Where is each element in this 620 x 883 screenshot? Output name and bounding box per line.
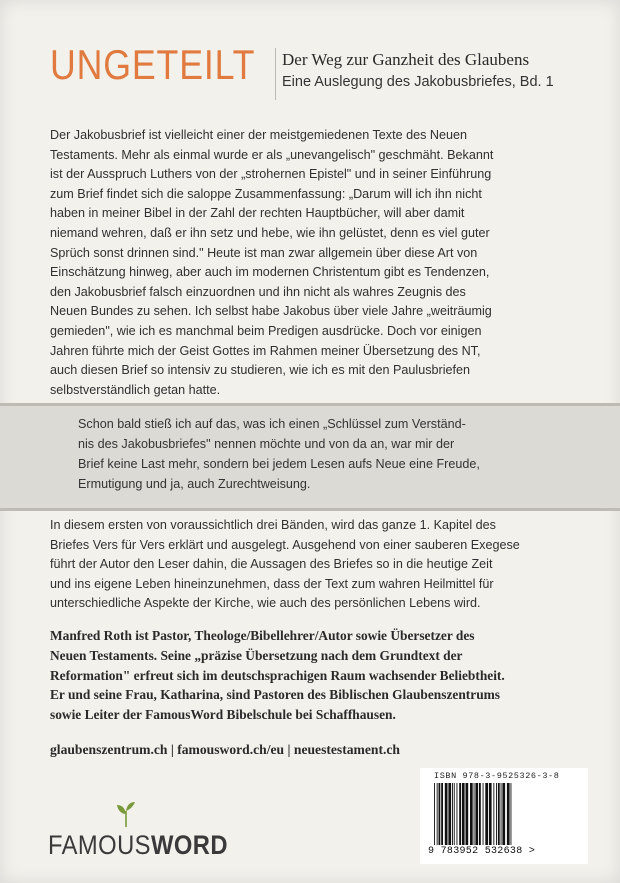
barcode-bar: [462, 783, 465, 845]
barcode-bar: [454, 783, 455, 845]
intro-line: Jahren führte mich der Geist Gottes im Rahmen meiner Übersetzung des NT,: [50, 343, 481, 358]
publisher-logo: [48, 800, 248, 870]
intro-line: zum Brief findet sich die saloppe Zusammenfassung: „Darum will ich ihn nicht: [50, 186, 482, 201]
intro-paragraph: [50, 126, 572, 400]
intro-line: Einschätzung hinweg, aber auch im modernen Christentum gibt es Tendenzen,: [50, 265, 490, 280]
summary-line: unterschiedliche Aspekte der Kirche, wie auch des persönlichen Lebens wird.: [50, 596, 481, 611]
barcode-bar: [498, 783, 500, 845]
barcode-bar: [459, 783, 461, 845]
intro-line: selbstverständlich getan hatte.: [50, 382, 221, 397]
barcode-digits: 9 783952 532638 >: [428, 846, 536, 857]
sprout-icon: [112, 800, 140, 828]
barcode-bar: [466, 783, 469, 845]
author-line: sowie Leiter der FamousWord Bibelschule bei Schaffhausen.: [50, 707, 396, 723]
intro-line: Der Jakobusbrief ist vielleicht einer der meistgemiedenen Texte des Neuen: [50, 128, 467, 142]
summary-line: führt der Autor den Leser dahin, die Aussagen des Briefes so in die heutige Zeit: [50, 557, 493, 572]
quote-line: Ermutigung und ja, auch Zurechtweisung.: [78, 477, 311, 491]
intro-line: haben in meiner Bibel in der Zahl der rechten Hauptbücher, will aber damit: [50, 206, 465, 221]
barcode-bar: [470, 783, 473, 845]
quote-line: Schon bald stieß ich auf das, was ich einen „Schlüssel zum Verständ-: [78, 417, 466, 431]
intro-line: den Jakobusbrief falsch einzuordnen und ihn nicht als wahres Zeugnis des: [50, 284, 466, 299]
barcode-bar: [437, 783, 438, 845]
intro-line: Testaments. Mehr als einmal wurde er als „unevangelisch" geschmäht. Bekannt: [50, 147, 494, 162]
summary-line: und ins eigene Leben hineinzunehmen, dass der Text zum wahren Heilmittel für: [50, 576, 494, 591]
barcode-bar: [441, 783, 443, 845]
wordmark-light: FAMOUS: [48, 830, 151, 860]
title-block: [50, 41, 590, 124]
barcode-bar: [457, 783, 458, 845]
author-line: Er und seine Frau, Katharina, sind Pastoren des Biblischen Glaubenszentrums: [50, 687, 501, 703]
barcode-bar: [452, 783, 453, 845]
barcode-bar: [501, 783, 502, 845]
barcode-bar: [448, 783, 451, 845]
book-title: UNGETEILT: [50, 41, 256, 88]
summary-line: In diesem ersten von voraussichtlich drei Bänden, wird das ganze 1. Kapitel des: [50, 518, 496, 532]
quote-line: Brief keine Last mehr, sondern bei jedem Lesen aufs Neue eine Freude,: [78, 457, 480, 471]
intro-line: auch diesen Brief so intensiv zu studieren, wie ich es mit den Paulusbriefen: [50, 363, 471, 378]
barcode-bars: [434, 783, 574, 845]
barcode-bar: [483, 783, 484, 845]
author-line: Manfred Roth ist Pastor, Theologe/Bibellehrer/Autor sowie Übersetzer des: [50, 628, 475, 643]
summary-paragraph: [50, 516, 572, 614]
isbn-barcode: [420, 768, 588, 864]
summary-line: Briefes Vers für Vers erklärt und ausgelegt. Ausgehend von einer sauberen Exegese: [50, 537, 520, 552]
author-bio: [50, 626, 580, 725]
intro-line: niemand wehren, daß er ihn setz und hebe, wie ihn gelüstet, denn es viel guter: [50, 225, 490, 240]
isbn-label: ISBN 978-3-9525326-3-8: [434, 771, 560, 781]
barcode-bar: [502, 783, 505, 845]
author-line: Reformation" erfreut sich im deutschsprachigen Raum wachsender Beliebtheit.: [50, 667, 505, 683]
barcode-bar: [493, 783, 494, 845]
book-series-line: Eine Auslegung des Jakobusbriefes, Bd. 1: [282, 74, 554, 90]
intro-line: gemieden", wie ich es manchmal beim Predigen ausdrücke. Doch vor einigen: [50, 323, 482, 338]
barcode-bar: [496, 783, 497, 845]
book-subtitle: Der Weg zur Ganzheit des Glaubens: [282, 50, 530, 69]
intro-line: ist der Ausspruch Luthers von der „strohernen Epistel" und in seiner Einführung: [50, 167, 492, 182]
publisher-wordmark: [48, 830, 228, 861]
barcode-bar: [475, 783, 478, 845]
intro-line: Sprüch sonst drinnen sind." Heute ist man zwar allgemein über diese Art von: [50, 245, 478, 260]
title-divider: [275, 48, 276, 100]
barcode-bar: [511, 783, 512, 845]
intro-line: Neuen Bundes zu sehen. Ich selbst habe Jakobus über viele Jahre „weiträumig: [50, 304, 492, 319]
barcode-bar: [445, 783, 448, 845]
website-links: glaubenszentrum.ch | famousword.ch/eu | neuestestament.ch: [50, 742, 400, 757]
quote-paragraph: [78, 414, 598, 494]
wordmark-bold: WORD: [150, 830, 228, 860]
barcode-bar: [474, 783, 475, 845]
barcode-bar: [434, 783, 435, 845]
quote-band: [0, 403, 620, 511]
quote-line: nis des Jakobusbriefes" nennen möchte und von da an, war mir der: [78, 437, 455, 451]
barcode-bar: [485, 783, 488, 845]
barcode-bar: [489, 783, 492, 845]
barcode-bar: [507, 783, 510, 845]
barcode-bar: [479, 783, 481, 845]
barcode-bar: [439, 783, 441, 845]
author-line: Neuen Testaments. Seine „präzise Übersetzung nach dem Grundtext der: [50, 647, 463, 663]
